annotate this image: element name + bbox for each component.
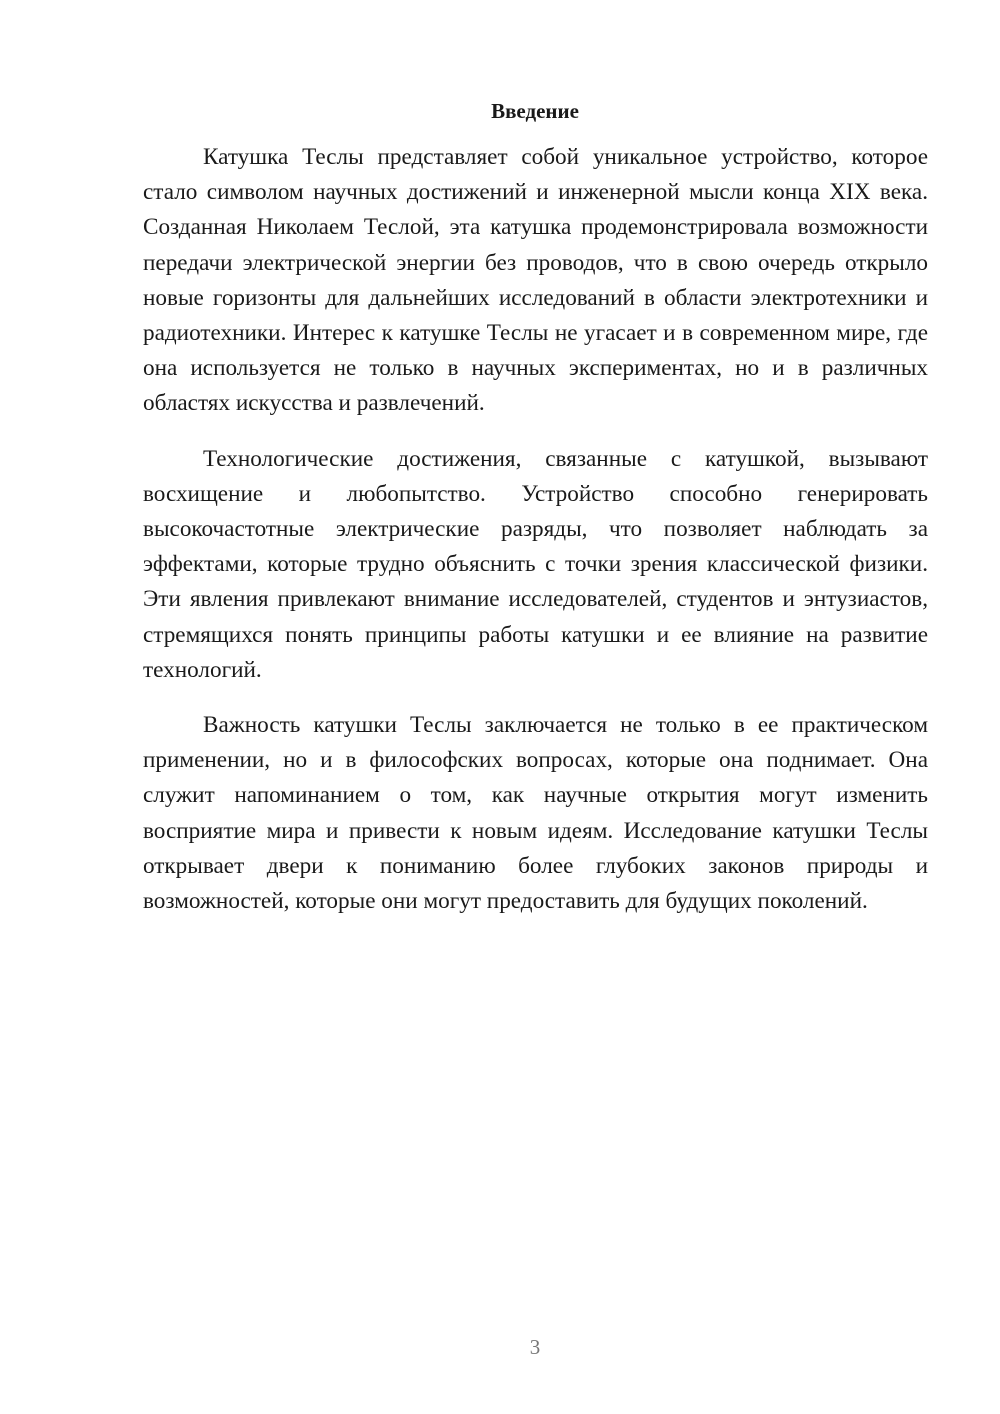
- paragraph-3: Важность катушки Теслы заключается не только в ее практическом применении, но и в философских вопросах, которые она поднимает. Она служит напоминанием о том, как научные открытия могут изменить восприятие мира и привести к новым идеям. Исследование катушки Теслы открывает двери к пониманию более глубоких законов природы и возможностей, которые они могут предоставить для будущих поколений.: [143, 712, 928, 915]
- document-body: [143, 140, 928, 939]
- paragraph-1: Катушка Теслы представляет собой уникальное устройство, которое стало символом научных достижений и инженерной мысли конца XIX века. Созданная Николаем Теслой, эта катушка продемонстрировала возможности передачи электрической энергии без проводов, что в свою очередь открыло новые горизонты для дальнейших исследований в области электротехники и радиотехники. Интерес к катушке Теслы не угасает и в современном мире, где она используется не только в научных экспериментах, но и в различных областях искусства и развлечений.: [143, 144, 928, 417]
- paragraph-2: Технологические достижения, связанные с катушкой, вызывают восхищение и любопытство. Устройство способно генерировать высокочастотные электрические разряды, что позволяет наблюдать за эффектами, которые трудно объяснить с точки зрения классической физики. Эти явления привлекают внимание исследователей, студентов и энтузиастов, стремящихся понять принципы работы катушки и ее влияние на развитие технологий.: [143, 445, 928, 683]
- page-title: Введение: [491, 99, 579, 123]
- page-number: 3: [529, 1335, 541, 1359]
